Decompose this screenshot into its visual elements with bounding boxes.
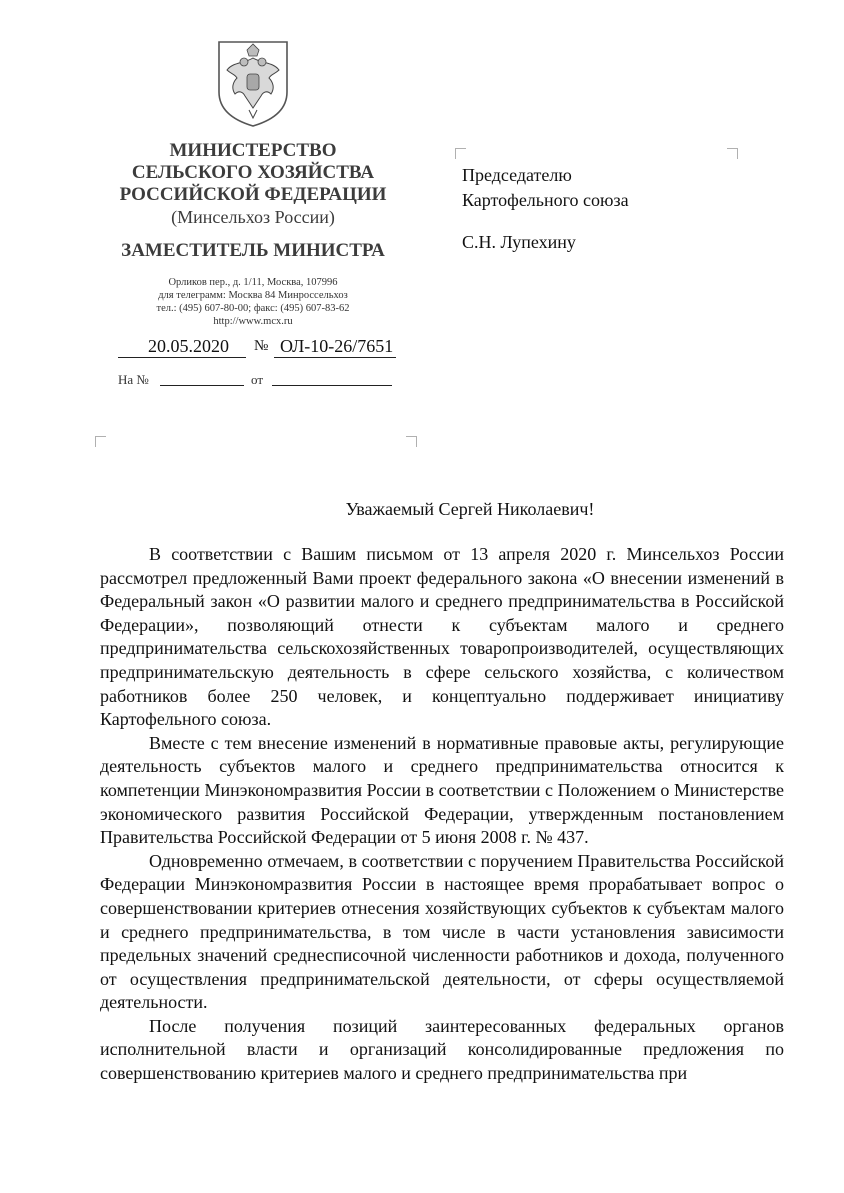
body-paragraph-3: Одновременно отмечаем, в соответствии с поручением Правительства Российской Федерации Минэкономразвития России в настоящее время прорабатывает вопрос о совершенствовании критериев отнесения хозяйствующих субъектов к субъектам малого и среднего предпринимательства, в том числе в части установления зависимости предельных значений среднесписочной численности работников и дохода, полученного от осуществления предпринимательской деятельности, от сферы осуществляемой деятельности. (100, 850, 784, 1013)
state-emblem-icon (213, 40, 293, 128)
reply-to-label: На № (118, 372, 149, 387)
reply-to-underline (160, 385, 244, 386)
body-paragraph-1: В соответствии с Вашим письмом от 13 апреля 2020 г. Минсельхоз России рассмотрел предложенный Вами проект федерального закона «О внесении изменений в Федеральный закон «О развитии малого и среднего предпринимательства в Российской Федерации», позволяющий отнести к субъектам малого и среднего предпринимательства сельскохозяйственных товаропроизводителей, осуществляющих предпринимательскую деятельность в сфере сельского хозяйства, с количеством работников более 250 человек, и концептуально поддерживает инициативу Картофельного союза. (100, 544, 784, 730)
letter-date: 20.05.2020 (148, 336, 229, 356)
ministry-name (100, 140, 406, 228)
body-paragraph-2: Вместе с тем внесение изменений в нормативные правовые акты, регулирующие деятельность субъектов малого и среднего предпринимательства относится к компетенции Минэкономразвития России в соответствии с Положением о Министерстве экономического развития Российской Федерации, утвержденным постановлением Правительства Российской Федерации от 5 июня 2008 г. № 437. (100, 732, 784, 848)
number-sign: № (254, 338, 269, 354)
addressee-line-2: Картофельного союза (462, 190, 629, 210)
greeting: Уважаемый Сергей Николаевич! (345, 499, 595, 519)
from-underline (272, 385, 392, 386)
letter-body (100, 543, 784, 1086)
registration-number: ОЛ-10-26/7651 (280, 336, 394, 356)
addressee-name: С.Н. Лупехину (462, 232, 576, 252)
letterhead-corner-bottom-right (406, 436, 417, 447)
ministry-line-3: РОССИЙСКОЙ ФЕДЕРАЦИИ (119, 184, 387, 205)
contact-telegram: для телеграмм: Москва 84 Минроссельхоз (158, 290, 348, 301)
contact-website: http://www.mcx.ru (213, 316, 293, 327)
contact-block (100, 276, 406, 328)
body-paragraph-4: После получения позиций заинтересованных федеральных органов исполнительной власти и организаций консолидированные предложения по совершенствованию критериев малого и среднего предпринимательства при (100, 1015, 784, 1084)
addressee-block (462, 163, 629, 255)
addressee-corner-top-right (727, 148, 738, 159)
ministry-line-2: СЕЛЬСКОГО ХОЗЯЙСТВА (131, 162, 375, 183)
contact-phone-fax: тел.: (495) 607-80-00; факс: (495) 607-83-62 (156, 303, 350, 314)
position-title: ЗАМЕСТИТЕЛЬ МИНИСТРА (121, 240, 385, 261)
letterhead-corner-bottom-left (95, 436, 106, 447)
contact-address: Орликов пер., д. 1/11, Москва, 107996 (168, 277, 338, 288)
date-underline (118, 357, 246, 358)
ministry-short-name: (Минсельхоз России) (171, 207, 335, 227)
number-underline (274, 357, 396, 358)
from-label: от (251, 372, 264, 387)
ministry-line-1: МИНИСТЕРСТВО (169, 140, 337, 161)
addressee-line-1: Председателю (462, 165, 572, 185)
addressee-corner-top-left (455, 148, 466, 159)
